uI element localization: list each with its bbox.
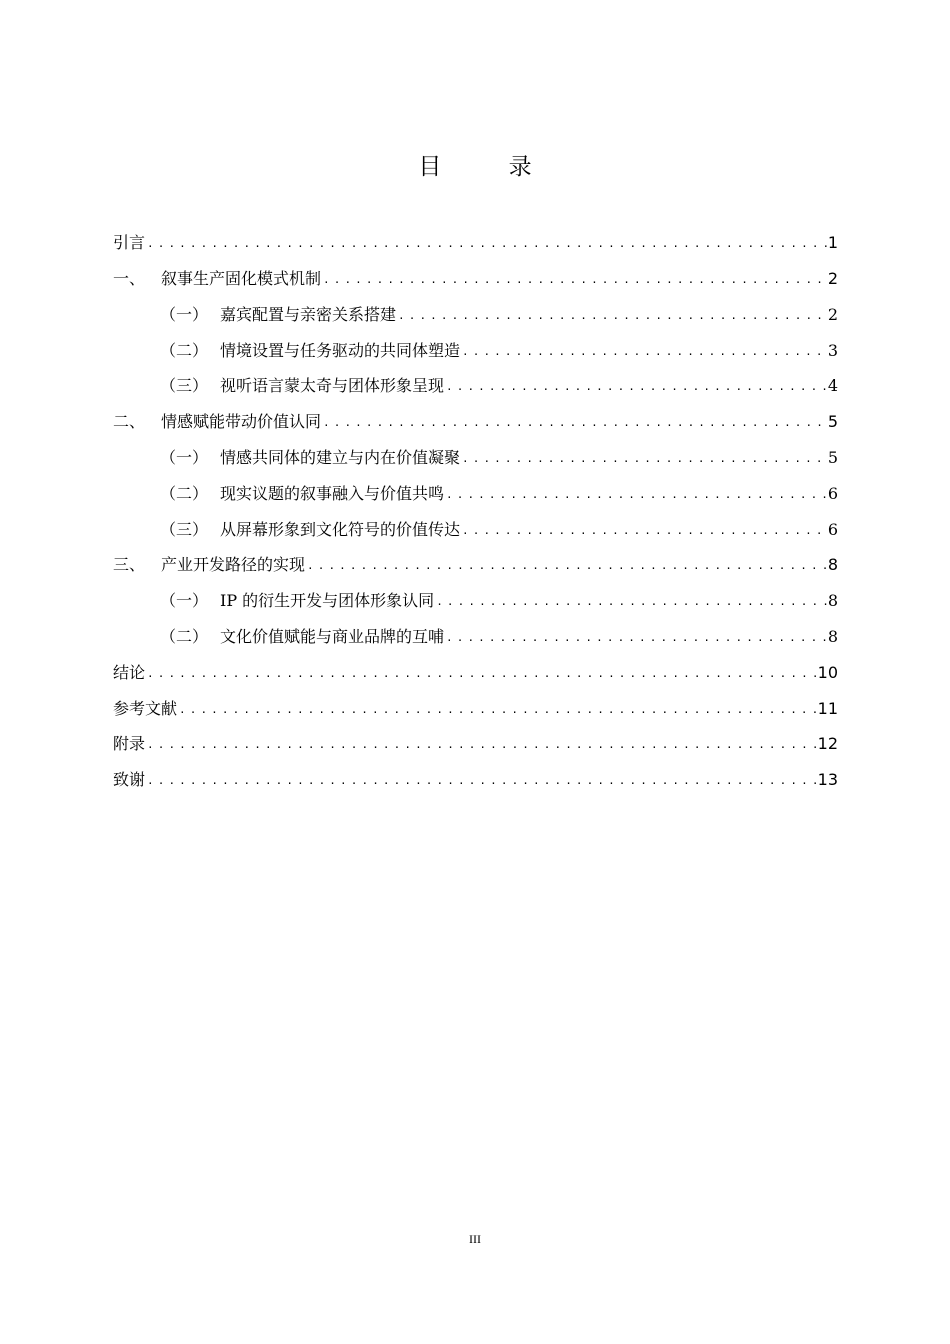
toc-entry-label: 引言 [113,233,146,252]
toc-entry-page: 12 [817,734,838,753]
toc-entry-page: 3 [827,341,838,360]
toc-entry-page: 4 [827,376,838,395]
toc-leader-dots [444,631,828,645]
toc-entry-label: 情境设置与任务驱动的共同体塑造 [220,341,461,360]
toc-entry-label: 致谢 [113,770,146,789]
toc-entry-page: 5 [827,412,838,431]
toc-entry-number: （二） [160,341,209,360]
toc-entry-page: 2 [827,269,838,288]
toc-leader-dots [396,309,828,323]
toc-leader-dots [145,774,818,788]
toc-leader-dots [321,416,828,430]
toc-entry-label: IP 的衍生开发与团体形象认同 [220,591,435,610]
toc-leader-dots [145,667,818,681]
toc-entry-page: 10 [817,663,838,682]
toc-entry[interactable] [160,624,838,648]
toc-entry-label: 附录 [113,734,146,753]
toc-entry-page: 2 [827,305,838,324]
toc-entry-page: 6 [827,484,838,503]
toc-entry[interactable] [113,230,838,254]
toc-entry[interactable] [160,373,838,397]
toc-entry-label: 产业开发路径的实现 [161,555,306,574]
toc-entry[interactable] [160,588,838,612]
toc-entry-label: 情感赋能带动价值认同 [161,412,322,431]
toc-entry-number: （二） [160,627,209,646]
toc-entry-number: （三） [160,520,209,539]
toc-leader-dots [444,380,828,394]
toc-entry-label: 视听语言蒙太奇与团体形象呈现 [220,376,445,395]
toc-entry-number: （一） [160,305,209,324]
toc-entry-number: 三、 [113,555,146,574]
toc-leader-dots [321,273,828,287]
toc-entry-number: 二、 [113,412,146,431]
toc-leader-dots [177,703,818,717]
toc-leader-dots [145,738,818,752]
toc-entry[interactable] [113,266,838,290]
toc-entry[interactable] [160,302,838,326]
toc-entry-page: 1 [827,233,838,252]
page-number: III [469,1232,481,1246]
toc-leader-dots [460,452,828,466]
toc-entry[interactable] [113,409,838,433]
toc-entry[interactable] [113,552,838,576]
toc-entry-label: 从屏幕形象到文化符号的价值传达 [220,520,461,539]
toc-entry[interactable] [160,517,838,541]
toc-leader-dots [305,559,828,573]
toc-entry-page: 6 [827,520,838,539]
toc-title: 目 录 [418,154,562,180]
toc-entry-page: 8 [827,627,838,646]
toc-entry-number: （一） [160,591,209,610]
toc-entry-label: 参考文献 [113,699,178,718]
toc-leader-dots [145,237,828,251]
toc-entry-label: 嘉宾配置与亲密关系搭建 [220,305,397,324]
toc-entry-number: 一、 [113,269,146,288]
toc-entry-page: 11 [817,699,838,718]
toc-leader-dots [444,488,828,502]
toc-entry-label: 叙事生产固化模式机制 [161,269,322,288]
toc-entry-label: 现实议题的叙事融入与价值共鸣 [220,484,445,503]
toc-entry-page: 5 [827,448,838,467]
toc-entry-page: 8 [827,591,838,610]
toc-entry-label: 情感共同体的建立与内在价值凝聚 [220,448,461,467]
toc-entry[interactable] [160,338,838,362]
toc-entry[interactable] [160,445,838,469]
toc-entry[interactable] [113,767,838,791]
toc-entry[interactable] [113,731,838,755]
toc-leader-dots [460,524,828,538]
toc-leader-dots [460,345,828,359]
toc-entry[interactable] [160,481,838,505]
toc-entry[interactable] [113,660,838,684]
toc-entry-label: 结论 [113,663,146,682]
toc-entry[interactable] [113,696,838,720]
toc-entry-page: 13 [817,770,838,789]
toc-entry-label: 文化价值赋能与商业品牌的互哺 [220,627,445,646]
toc-entry-number: （二） [160,484,209,503]
toc-leader-dots [434,595,828,609]
toc-entry-page: 8 [827,555,838,574]
toc-entry-number: （一） [160,448,209,467]
toc-entry-number: （三） [160,376,209,395]
